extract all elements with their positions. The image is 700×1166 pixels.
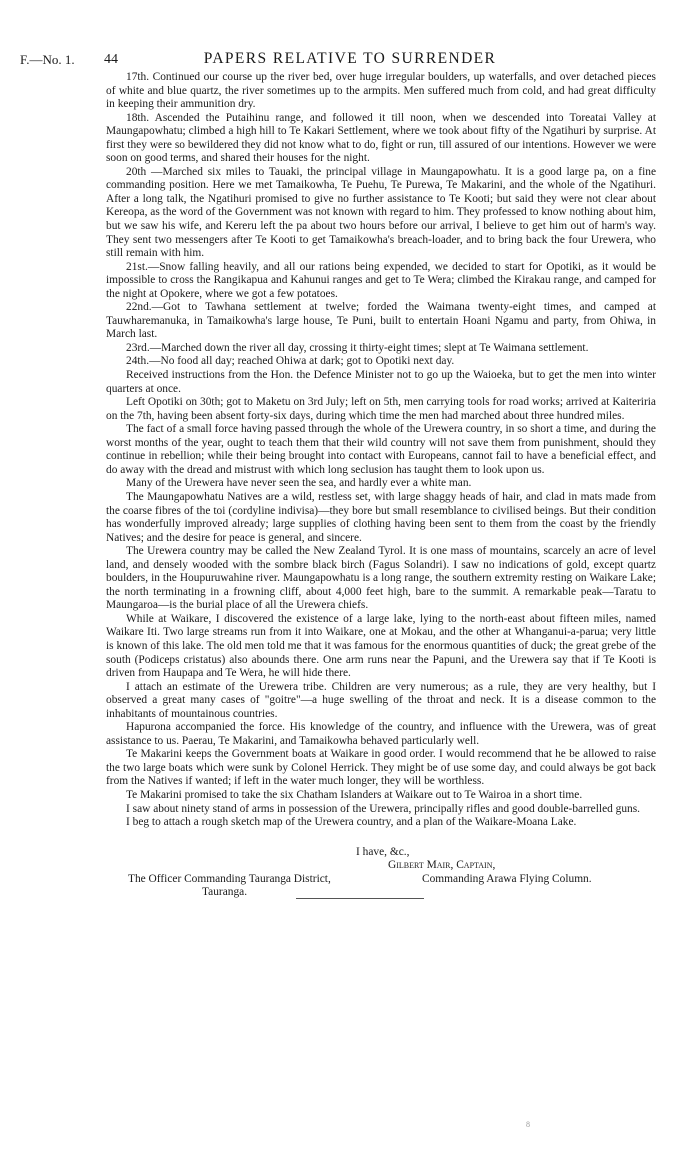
paragraph: 17th. Continued our course up the river bed, over huge irregular boulders, up waterfalls, and over detached pieces of white and blue quartz, the river sometimes up to the armpits. Men suffered much from cold, and had great difficulty in keeping their ammunition dry.: [106, 71, 656, 111]
paragraph: Te Makarini keeps the Government boats at Waikare in good order. I would recommend that he be allowed to raise the two large boats which were sunk by Colonel Herrick. They might be of use some day, and could always be got back from the Natives if wanted; if left in the water much longer, they will be worthless.: [106, 748, 656, 788]
paragraph: The Maungapowhatu Natives are a wild, restless set, with large shaggy heads of hair, and clad in mats made from the coarse fibres of the toi (cordyline indivisa)—they bore but small resemblance to civilised beings. But their condition has wonderfully improved already; large supplies of clothing having been sent to them from the coast by the friendly Natives; and the desire for peace is general, and sincere.: [106, 490, 656, 544]
footer-mark: 8: [526, 1120, 530, 1129]
paragraph: Left Opotiki on 30th; got to Maketu on 3rd July; left on 5th, men carrying tools for road works; arrived at Kaiteriria on the 7th, having been absent forty-six days, during which time the men had marched about three hundred miles.: [106, 396, 656, 422]
paragraph: The Urewera country may be called the New Zealand Tyrol. It is one mass of mountains, scarcely an acre of level land, and densely wooded with the sombre black birch (Fagus Solandri). I saw no indications of gold, except quartz boulders, in the Houpuruwahine river. Maungapowhatu is a long range, the southern extremity resting on Waikare Lake; the north terminating in a frowning cliff, about 4,000 feet high, bare to the summit. A remarkable peak—Taratu to Maungaroa—is the burial place of all the Urewera chiefs.: [106, 545, 656, 612]
paragraph: Received instructions from the Hon. the Defence Minister not to go up the Waioeka, but to get the men into winter quarters at once.: [106, 369, 656, 395]
paragraph: I beg to attach a rough sketch map of the Urewera country, and a plan of the Waikare-Moana Lake.: [126, 816, 577, 829]
closing-rule: [296, 898, 424, 899]
paragraph: I attach an estimate of the Urewera tribe. Children are very numerous; as a rule, they are very healthy, but I observed a great many cases of "goitre"—a huge swelling of the throat and neck. It is a disease common to the inhabitants of mountainous countries.: [106, 680, 656, 720]
paragraph: 21st.—Snow falling heavily, and all our rations being expended, we decided to start for Opotiki, as it would be impossible to cross the Rangikapua and Kahunui ranges and get to Te Wera; climbed the Kirakau range, and camped for the night at Opokere, where we got a few potatoes.: [106, 260, 656, 300]
paragraph: Many of the Urewera have never seen the sea, and hardly ever a white man.: [126, 477, 472, 490]
paragraph: 22nd.—Got to Tawhana settlement at twelve; forded the Waimana twenty-eight times, and camped at Tauwharemanuka, in Tamaikowha's large house, Te Puni, built to entertain Hoani Ngamu and party, from Ohiwa, in March last.: [106, 301, 656, 341]
paragraph: I saw about ninety stand of arms in possession of the Urewera, principally rifles and good double-barrelled guns.: [126, 802, 641, 815]
paragraph: 24th.—No food all day; reached Ohiwa at dark; got to Opotiki next day.: [126, 355, 455, 368]
paragraph: The fact of a small force having passed through the whole of the Urewera country, in so short a time, and during the worst months of the year, ought to teach them that their wild country will not save them from punishment, should they continue in rebellion; while their being brought into contact with Europeans, cannot fail to have a beneficial effect, and do away with the dread and mistrust with which long seclusion has taught them to look upon us.: [106, 423, 656, 476]
paragraph: 18th. Ascended the Putaihinu range, and followed it till noon, when we descended into Toreatai Valley at Maungapowhatu; climbed a high hill to Te Kakari Settlement, where we took about fifty of the Ngatihuri by surprise. At first they were so bewildered they did not know what to do, fight or run, till assured of our intentions. However we were soon on good terms, and shared their houses for the night.: [106, 111, 656, 165]
paragraph: 23rd.—Marched down the river all day, crossing it thirty-eight times; slept at Te Waimana settlement.: [126, 341, 589, 354]
report-body: [106, 71, 656, 830]
page-number: 44: [104, 52, 118, 67]
page-header: [0, 52, 700, 72]
running-title: PAPERS RELATIVE TO SURRENDER: [203, 50, 497, 67]
paragraph: 20th —Marched six miles to Tauaki, the principal village in Maungapowhatu. It is a good large pa, on a fine commanding position. Here we met Tamaikowha, Te Puehu, Te Purewa, Te Makarini, and the whole of the Ngatihuri. After a long talk, the Ngatihuri promised to give no further assistance to Te Kooti; but said they were not clear about Kereopa, as the word of the Government was not known with regard to him. They professed to know nothing about him, but we saw his wife, and Kereru left the pa about two hours before our arrival, I believe to get him out of harm's way. They sent two messengers after Te Kooti to get Tamaikowha's breach-loader, and to bring back the four Urewera, who still remain with him.: [106, 165, 656, 260]
signature-block: [106, 846, 656, 900]
signature-rank: Commanding Arawa Flying Column.: [422, 872, 592, 885]
paragraph: Te Makarini promised to take the six Chatham Islanders at Waikare out to Te Wairoa in a short time.: [126, 788, 583, 801]
addressee-place: Tauranga.: [202, 886, 248, 899]
valediction: I have, &c.,: [356, 846, 410, 858]
addressee: The Officer Commanding Tauranga District,: [128, 872, 331, 885]
paragraph: Hapurona accompanied the force. His knowledge of the country, and influence with the Urewera, was of great assistance to us. Paerau, Te Makarini, and Tamaikowha behaved particularly well.: [106, 721, 656, 747]
document-code: F.—No. 1.: [20, 52, 75, 67]
signature-name: Gilbert Mair, Captain,: [388, 859, 496, 872]
paragraph: While at Waikare, I discovered the existence of a large lake, lying to the north-east about fifteen miles, named Waikare Iti. Two large streams run from it into Waikare, one at Mokau, and the other at Whanganui-a-parua; very little is known of this lake. The old men told me that it was famous for the enormous quantities of duck; the great grebe of the south (Podiceps cristatus) also abounds there. One arm runs near the Papuni, and the Urewera say that if Te Kooti is driven from Haupapa and Te Wera, he will hide there.: [106, 612, 656, 680]
